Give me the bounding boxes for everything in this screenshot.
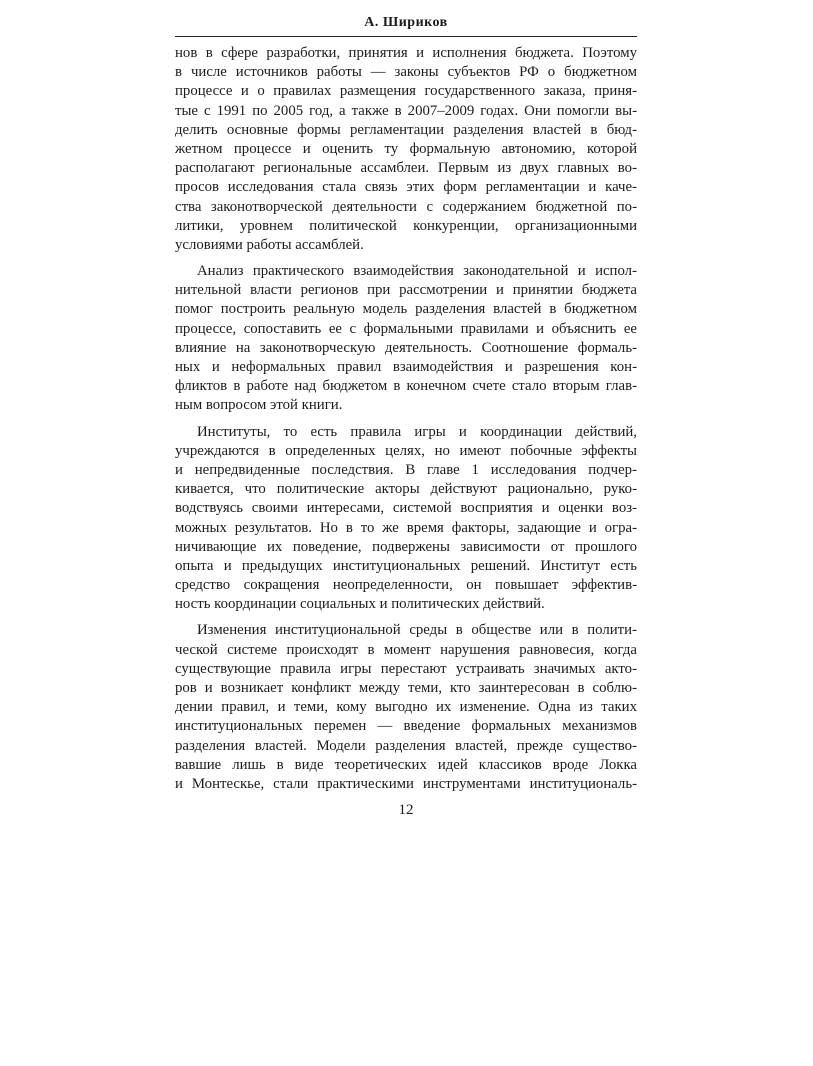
text-line: условиями работы ассамблей.: [175, 236, 364, 253]
text-line: опыта и предыдущих институциональных решений. Институт есть: [175, 557, 637, 574]
text-line: делить основные формы регламентации разделения властей в бюд-: [175, 121, 637, 138]
text-line: и непредвиденные последствия. В главе 1 исследования подчер-: [175, 461, 637, 478]
text-line: процессе и о правилах размещения государственного заказа, приня-: [175, 83, 637, 100]
paragraph: [175, 262, 637, 416]
text-line: влияние на законотворческую деятельность. Соотношение формаль-: [175, 339, 637, 356]
text-line: располагают региональные ассамблеи. Первым из двух главных во-: [175, 160, 637, 177]
text-line: ность координации социальных и политических действий.: [175, 596, 545, 613]
text-line: жетном процессе и оценить ту формальную автономию, которой: [175, 140, 637, 157]
text-line: ничивающие их поведение, подвержены зависимости от прошлого: [175, 538, 637, 555]
text-line: литики, уровнем политической конкуренции, организационными: [175, 217, 637, 234]
text-line: процессе, сопоставить ее с формальными правилами и объяснить ее: [175, 320, 637, 337]
text-line: Анализ практического взаимодействия законодательной и испол-: [197, 263, 637, 280]
text-line: нительной власти регионов при рассмотрении и принятии бюджета: [175, 282, 637, 299]
text-line: Институты, то есть правила игры и координации действий,: [197, 423, 637, 440]
text-line: фликтов в работе над бюджетом в конечном счете стало вторым глав-: [175, 378, 637, 395]
running-head: А. Шириков: [364, 15, 448, 30]
text-line: помог построить реальную модель разделения властей в бюджетном: [175, 301, 637, 318]
text-line: в числе источников работы — законы субъектов РФ о бюджетном: [175, 64, 637, 81]
body-text: [175, 44, 637, 794]
page-number: 12: [398, 802, 414, 819]
text-line: институциональных перемен — введение формальных механизмов: [175, 718, 637, 735]
text-line: разделения властей. Модели разделения властей, прежде существо-: [175, 737, 637, 754]
text-line: вавшие лишь в виде теоретических идей классиков вроде Локка: [175, 756, 637, 773]
text-line: нов в сфере разработки, принятия и исполнения бюджета. Поэтому: [175, 45, 637, 61]
paragraph: [175, 423, 637, 615]
text-line: ным вопросом этой книги.: [175, 397, 343, 414]
text-line: водствуясь своими интересами, системой восприятия и оценки воз-: [175, 500, 637, 517]
text-line: просов исследования стала связь этих форм регламентации и каче-: [175, 179, 637, 196]
text-line: тые с 1991 по 2005 год, а также в 2007–2009 годах. Они помогли вы-: [175, 102, 637, 119]
text-line: ных и неформальных правил взаимодействия и разрешения кон-: [175, 359, 637, 375]
text-line: дении правил, и теми, кому выгодно их изменение. Одна из таких: [175, 699, 637, 716]
text-line: и Монтескье, стали практическими инструментами институциональ-: [175, 775, 637, 792]
header-rule: [175, 36, 637, 37]
text-line: средство сокращения неопределенности, он повышает эффектив-: [175, 577, 637, 594]
paragraph: [175, 621, 637, 794]
text-line: можных результатов. Но в то же время факторы, задающие и огра-: [175, 519, 637, 536]
text-line: ческой системе происходят в момент нарушения равновесия, когда: [175, 641, 637, 658]
text-line: учреждаются в определенных целях, но имеют побочные эффекты: [175, 442, 637, 459]
paragraph: [175, 44, 637, 255]
text-line: ров и возникает конфликт между теми, кто заинтересован в соблю-: [175, 680, 637, 696]
text-line: кивается, что политические акторы действуют рационально, руко-: [175, 481, 637, 498]
book-page: [175, 12, 637, 819]
text-line: ства законотворческой деятельности с содержанием бюджетной по-: [175, 198, 637, 215]
text-line: существующие правила игры перестают устраивать значимых акто-: [175, 660, 637, 677]
text-line: Изменения институциональной среды в обществе или в полити-: [197, 622, 637, 639]
